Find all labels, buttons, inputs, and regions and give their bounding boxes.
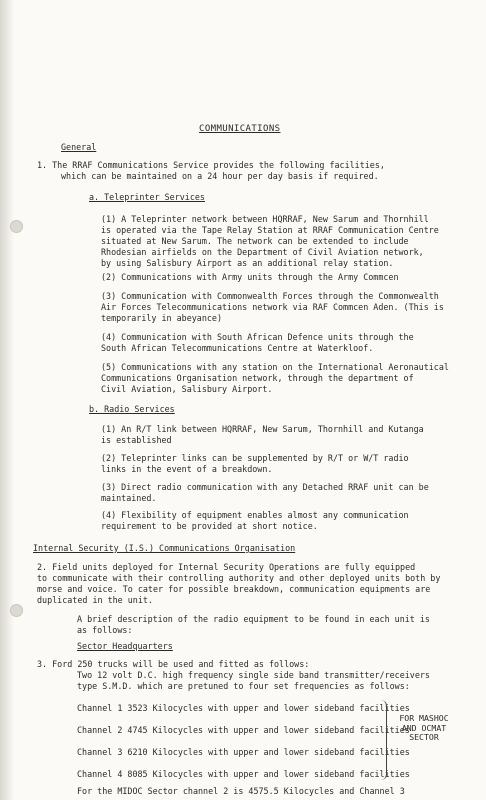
brief-description-line: as follows: bbox=[77, 625, 133, 635]
teleprinter-item-4-line: South African Telecommunications Centre at Waterkloof. bbox=[101, 343, 374, 353]
radio-item-3-line: (3) Direct radio communication with any Detached RRAF unit can be bbox=[101, 482, 429, 492]
channel-side-note: FOR MASHOC AND OCMAT SECTOR bbox=[399, 713, 449, 743]
punch-hole bbox=[10, 604, 23, 617]
channel-line: Channel 3 6210 Kilocycles with upper and lower sideband facilities bbox=[77, 747, 410, 757]
channel-line: Channel 1 3523 Kilocycles with upper and lower sideband facilities bbox=[77, 703, 410, 713]
channel-brace bbox=[380, 700, 387, 780]
page-edge-shadow bbox=[0, 0, 14, 800]
teleprinter-item-1-line: situated at New Sarum. The network can be extended to include bbox=[101, 236, 409, 246]
midoc-line: For the MIDOC Sector channel 2 is 4575.5 Kilocycles and Channel 3 bbox=[77, 786, 405, 796]
radio-item-4-line: (4) Flexibility of equipment enables almost any communication bbox=[101, 510, 409, 520]
teleprinter-item-4-line: (4) Communication with South African Defence units through the bbox=[101, 332, 414, 342]
teleprinter-item-5-line: Civil Aviation, Salisbury Airport. bbox=[101, 384, 273, 394]
paragraph-2-line: duplicated in the unit. bbox=[37, 595, 153, 605]
teleprinter-item-3-line: temporarily in abeyance) bbox=[101, 313, 223, 323]
radio-item-2-line: links in the event of a breakdown. bbox=[101, 464, 273, 474]
paragraph-1-line: which can be maintained on a 24 hour per day basis if required. bbox=[61, 171, 379, 181]
brief-description-line: A brief description of the radio equipment to be found in each unit is bbox=[77, 614, 430, 624]
section-heading-general: General bbox=[61, 142, 97, 152]
teleprinter-item-1-line: Rhodesian airfields on the Department of Civil Aviation network, bbox=[101, 247, 424, 257]
paragraph-3-line: type S.M.D. which are pretuned to four set frequencies as follows: bbox=[77, 681, 410, 691]
teleprinter-item-3-line: Air Forces Telecommunications network via RAF Commcen Aden. (This is bbox=[101, 302, 444, 312]
teleprinter-item-1-line: by using Salisbury Airport as an additional relay station. bbox=[101, 258, 394, 268]
paragraph-2-line: morse and voice. To cater for possible breakdown, communication equipments are bbox=[37, 584, 431, 594]
subheading-teleprinter-services: a. Teleprinter Services bbox=[89, 192, 205, 202]
channel-line: Channel 2 4745 Kilocycles with upper and lower sideband facilities bbox=[77, 725, 410, 735]
punch-hole bbox=[10, 220, 23, 233]
teleprinter-item-1-line: (1) A Teleprinter network between HQRRAF, New Sarum and Thornhill bbox=[101, 214, 429, 224]
teleprinter-item-5-line: Communications Organisation network, through the department of bbox=[101, 373, 414, 383]
paragraph-1-line: 1. The RRAF Communications Service provides the following facilities, bbox=[37, 160, 385, 170]
teleprinter-item-1-line: is operated via the Tape Relay Station at RRAF Communication Centre bbox=[101, 225, 439, 235]
radio-item-2-line: (2) Teleprinter links can be supplemented by R/T or W/T radio bbox=[101, 453, 409, 463]
section-heading-internal-security: Internal Security (I.S.) Communications Organisation bbox=[33, 543, 296, 553]
paragraph-3-line: 3. Ford 250 trucks will be used and fitted as follows: bbox=[37, 659, 310, 669]
document-title: COMMUNICATIONS bbox=[199, 124, 281, 134]
radio-item-1-line: is established bbox=[101, 435, 172, 445]
teleprinter-item-3-line: (3) Communication with Commonwealth Forces through the Commonwealth bbox=[101, 291, 439, 301]
subheading-sector-headquarters: Sector Headquarters bbox=[77, 641, 173, 651]
radio-item-1-line: (1) An R/T link between HQRRAF, New Sarum, Thornhill and Kutanga bbox=[101, 424, 424, 434]
paragraph-2-line: 2. Field units deployed for Internal Security Operations are fully equipped bbox=[37, 562, 416, 572]
radio-item-3-line: maintained. bbox=[101, 493, 157, 503]
paragraph-3-line: Two 12 volt D.C. high frequency single side band transmitter/receivers bbox=[77, 670, 430, 680]
subheading-radio-services: b. Radio Services bbox=[89, 404, 175, 414]
channel-line: Channel 4 8085 Kilocycles with upper and lower sideband facilities bbox=[77, 769, 410, 779]
teleprinter-item-2-line: (2) Communications with Army units through the Army Commcen bbox=[101, 272, 399, 282]
radio-item-4-line: requirement to be provided at short notice. bbox=[101, 521, 318, 531]
paragraph-2-line: to communicate with their controlling authority and other deployed units both by bbox=[37, 573, 441, 583]
teleprinter-item-5-line: (5) Communications with any station on the International Aeronautical bbox=[101, 362, 449, 372]
